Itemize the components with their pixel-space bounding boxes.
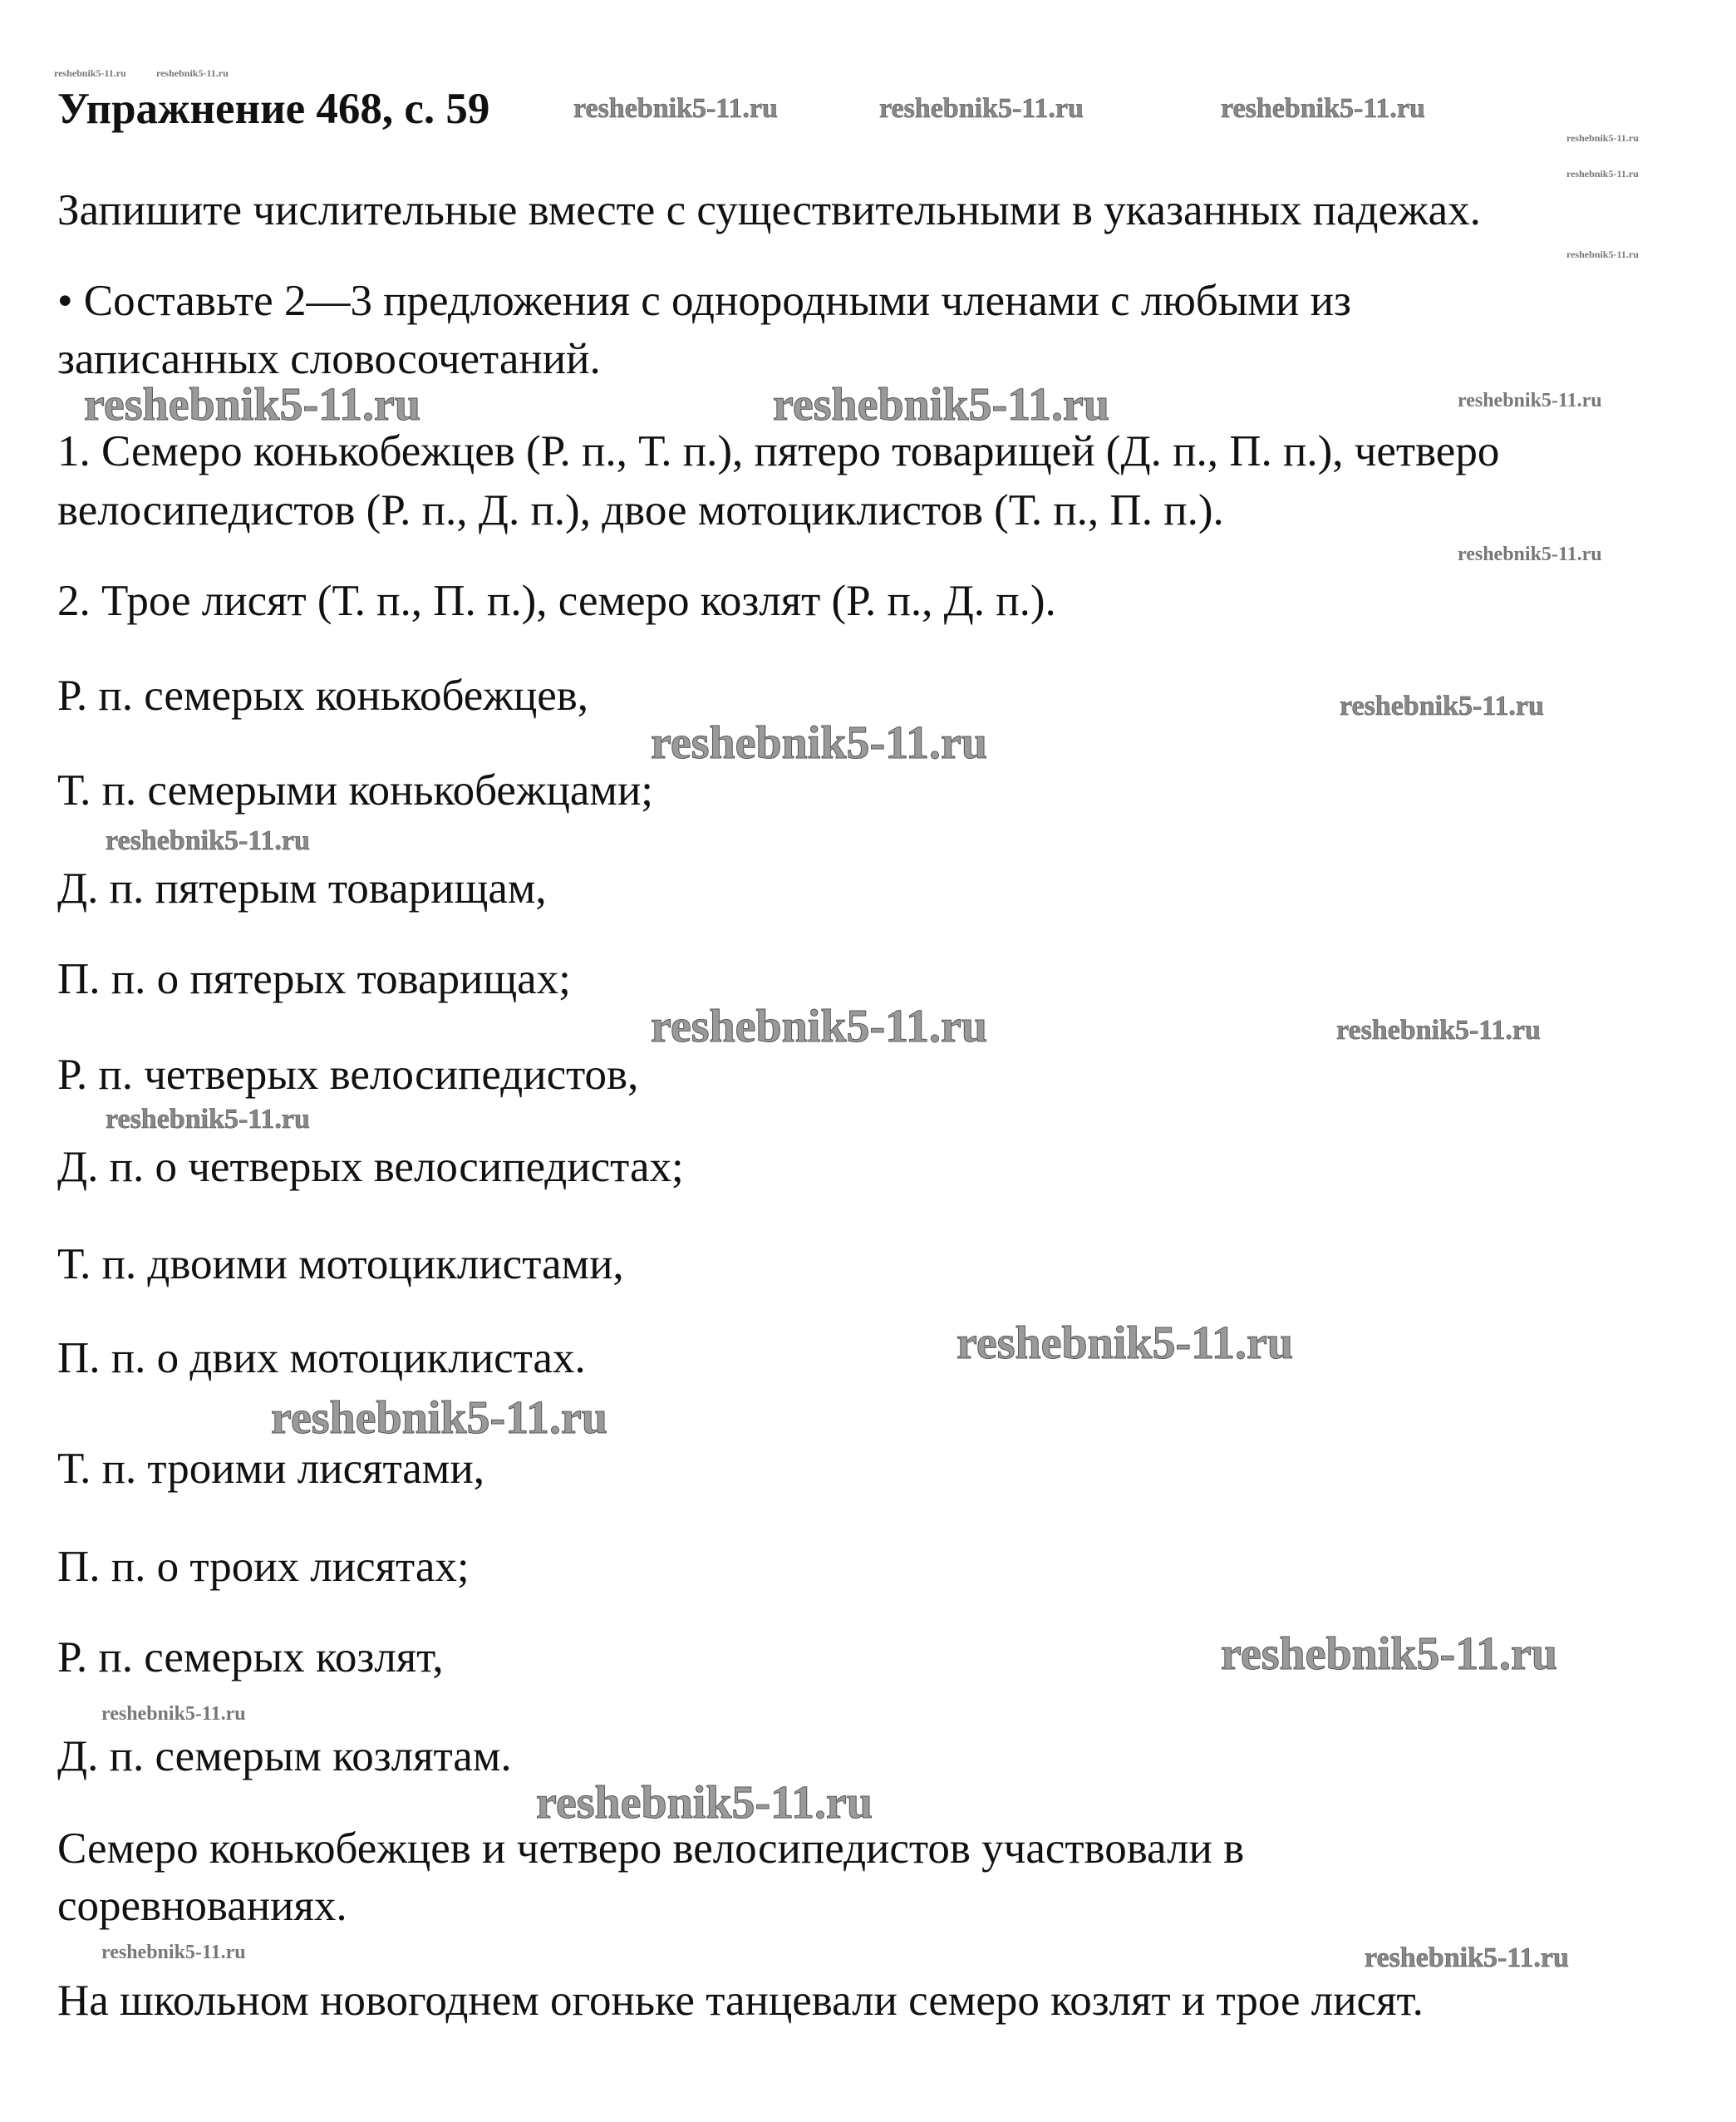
watermark: reshebnik5-11.ru — [1336, 1015, 1541, 1046]
watermark: reshebnik5-11.ru — [1566, 249, 1639, 260]
answer-line: Р. п. четверых велосипедистов, — [57, 1051, 639, 1099]
task-text: Запишите числительные вместе с существительными в указанных падежах. — [57, 186, 1481, 234]
answer-line: Т. п. троими лисятами, — [57, 1445, 484, 1493]
watermark: reshebnik5-11.ru — [1566, 132, 1639, 144]
answer-line: П. п. о троих лисятах; — [57, 1543, 470, 1591]
answer-line: Т. п. семерыми конькобежцами; — [57, 766, 654, 815]
watermark: reshebnik5-11.ru — [106, 1104, 310, 1135]
watermark: reshebnik5-11.ru — [773, 379, 1110, 431]
watermark: reshebnik5-11.ru — [84, 379, 421, 431]
answer-line: Д. п. семерым козлятам. — [57, 1732, 512, 1780]
watermark: reshebnik5-11.ru — [1365, 1942, 1569, 1973]
item-text: 1. Семеро конькобежцев (Р. п., Т. п.), пятеро товарищей (Д. п., П. п.), четверо — [57, 427, 1500, 475]
answer-line: Р. п. семерых козлят, — [57, 1633, 444, 1681]
watermark: reshebnik5-11.ru — [1340, 691, 1544, 721]
watermark: reshebnik5-11.ru — [957, 1317, 1294, 1369]
answer-line: Т. п. двоими мотоциклистами, — [57, 1240, 624, 1288]
watermark: reshebnik5-11.ru — [101, 1703, 246, 1725]
watermark: reshebnik5-11.ru — [879, 93, 1084, 124]
watermark: reshebnik5-11.ru — [1221, 93, 1425, 124]
watermark: reshebnik5-11.ru — [1458, 390, 1602, 411]
watermark: reshebnik5-11.ru — [271, 1392, 608, 1444]
sentence-line: Семеро конькобежцев и четверо велосипедистов участвовали в — [57, 1824, 1245, 1873]
answer-line: П. п. о двих мотоциклистах. — [57, 1334, 586, 1382]
watermark: reshebnik5-11.ru — [101, 1942, 246, 1963]
task-text: • Составьте 2—3 предложения с однородными членами с любыми из — [57, 277, 1351, 325]
sentence-line: соревнованиях. — [57, 1882, 347, 1930]
answer-line: Д. п. о четверых велосипедистах; — [57, 1143, 684, 1191]
watermark: reshebnik5-11.ru — [536, 1777, 873, 1829]
watermark: reshebnik5-11.ru — [573, 93, 778, 124]
item-text: 2. Трое лисят (Т. п., П. п.), семеро козлят (Р. п., Д. п.). — [57, 577, 1056, 625]
watermark: reshebnik5-11.ru — [1566, 168, 1639, 180]
task-text: записанных словосочетаний. — [57, 335, 601, 383]
watermark: reshebnik5-11.ru — [1458, 544, 1602, 565]
watermark: reshebnik5-11.ru — [54, 67, 126, 79]
item-text: велосипедистов (Р. п., Д. п.), двое мотоциклистов (Т. п., П. п.). — [57, 486, 1224, 534]
watermark: reshebnik5-11.ru — [1221, 1628, 1558, 1680]
watermark: reshebnik5-11.ru — [106, 825, 310, 856]
answer-line: Р. п. семерых конькобежцев, — [57, 672, 589, 720]
answer-line: Д. п. пятерым товарищам, — [57, 864, 547, 913]
exercise-title: Упражнение 468, с. 59 — [57, 85, 490, 133]
answer-line: П. п. о пятерых товарищах; — [57, 955, 571, 1003]
sentence-line: На школьном новогоднем огоньке танцевали семеро козлят и трое лисят. — [57, 1977, 1424, 2025]
watermark: reshebnik5-11.ru — [651, 717, 988, 769]
watermark: reshebnik5-11.ru — [156, 67, 229, 79]
watermark: reshebnik5-11.ru — [651, 1001, 988, 1052]
